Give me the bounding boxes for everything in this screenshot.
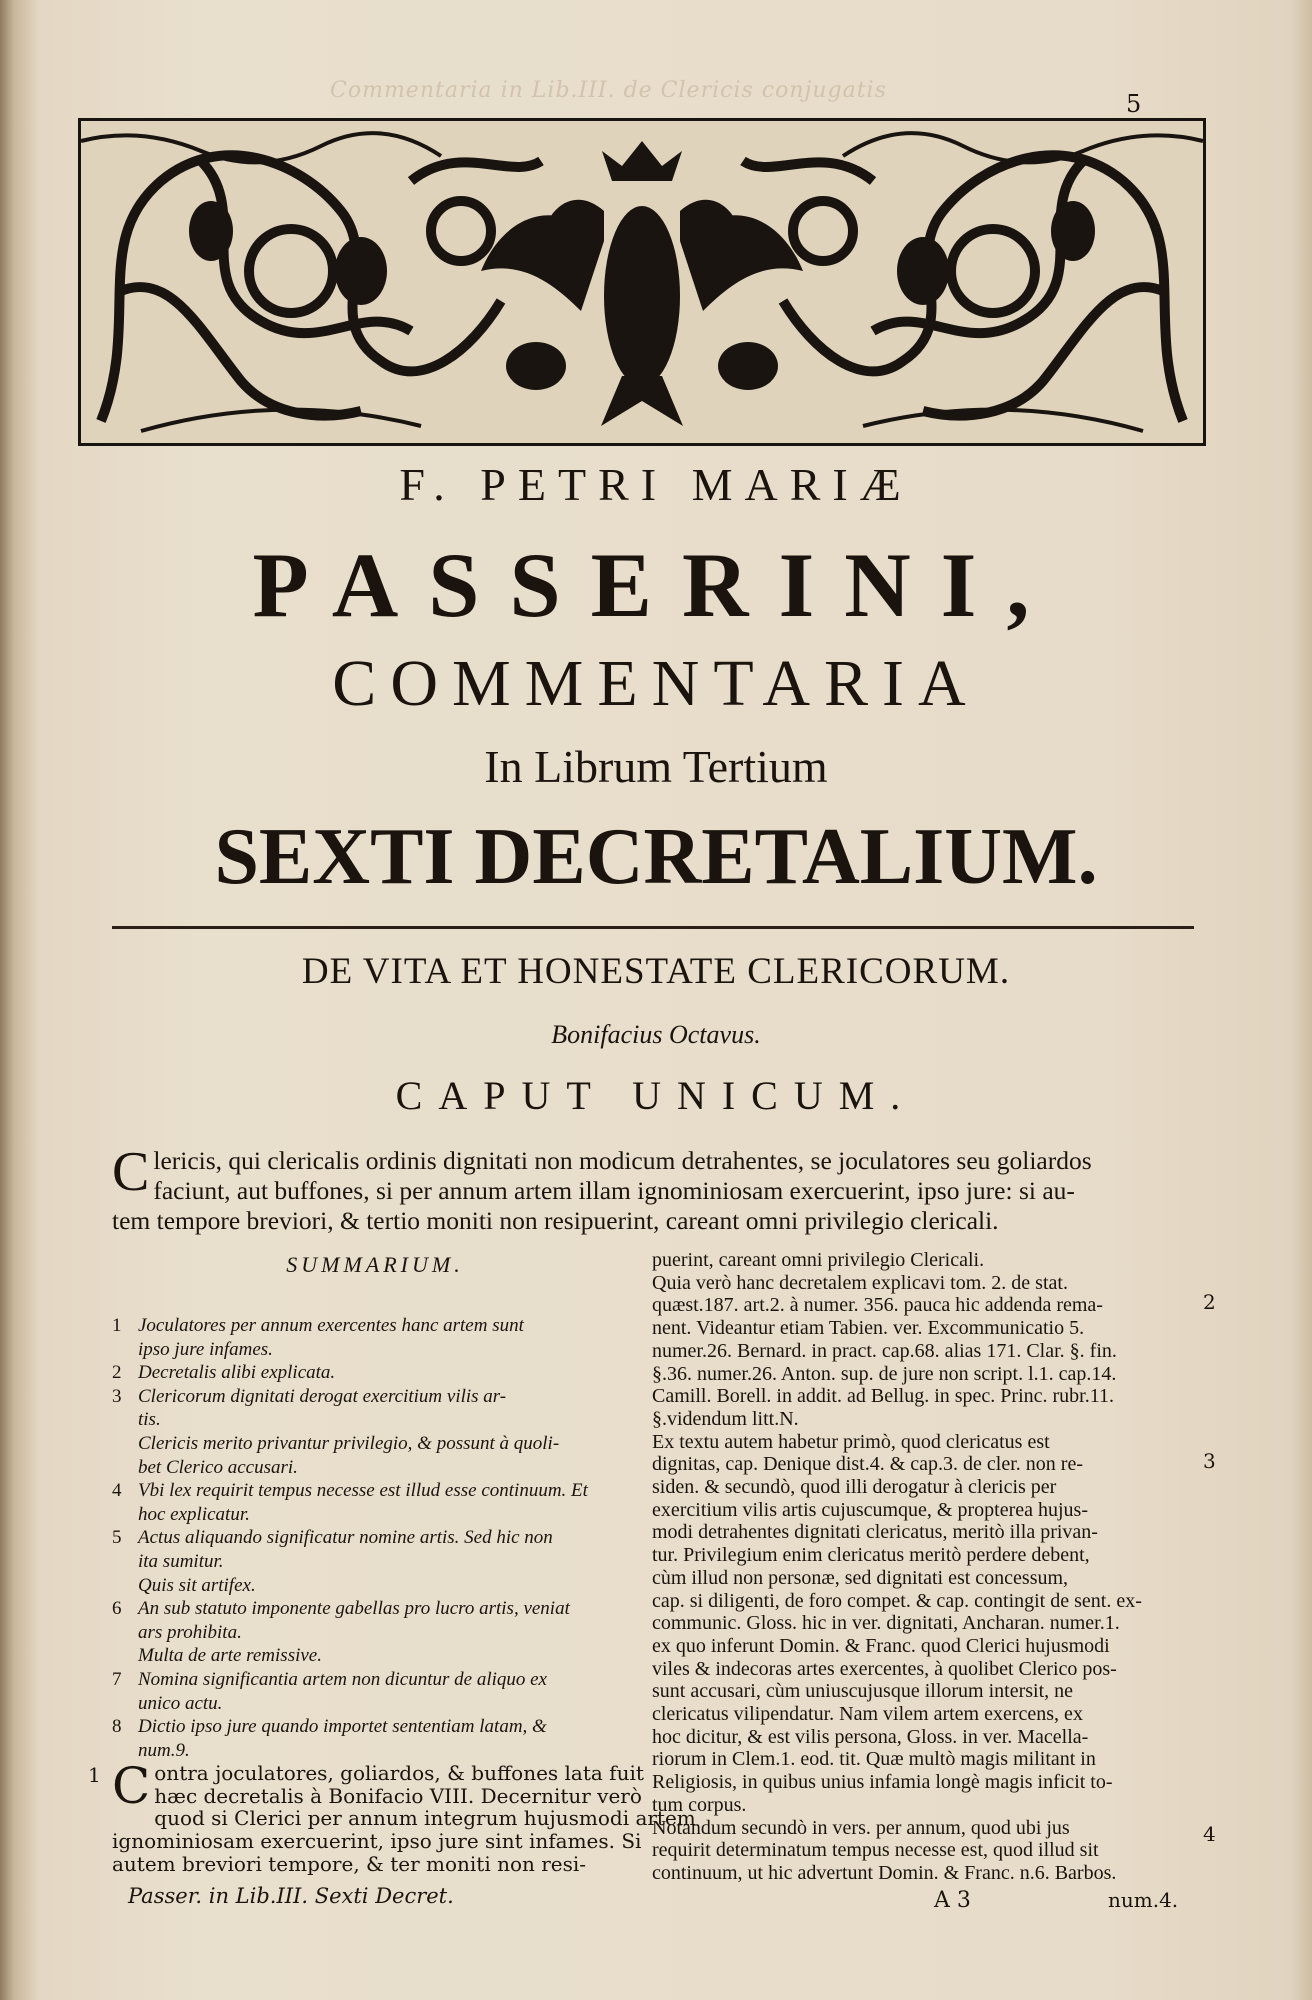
- margin-number: 4: [1203, 1822, 1216, 1846]
- title-line-in-librum: In Librum Tertium: [484, 741, 828, 792]
- commentary-line: viles & indecoras artes exercentes, à quolibet Clerico pos-: [652, 1657, 1117, 1680]
- commentary-line: ontra joculatores, goliardos, & buffones lata fuit: [154, 1761, 644, 1785]
- ornamental-woodcut-headpiece: [78, 118, 1206, 446]
- summarium-text: An sub statuto imponente gabellas pro lucro artis, veniat: [138, 1598, 570, 1620]
- summarium-text: ipso jure infames.: [138, 1338, 273, 1360]
- double-headed-eagle-ornament: [81, 121, 1203, 443]
- title-line-commentaria: COMMENTARIA: [332, 647, 980, 720]
- decretal-line: lericis, qui clericalis ordinis dignitati non modicum detrahentes, se joculatores seu goliardos: [153, 1146, 1092, 1175]
- title-line-sexti-decretalium: SEXTI DECRETALIUM.: [214, 813, 1098, 901]
- commentary-line: clericatus vilipendatur. Nam vilem artem exercens, ex: [652, 1703, 1083, 1726]
- summarium-item: [112, 1385, 638, 1432]
- summarium-text: unico actu.: [138, 1692, 223, 1714]
- signature-mark: A 3: [934, 1888, 971, 1913]
- section-title: DE VITA ET HONESTATE CLERICORUM.: [301, 951, 1011, 992]
- bleed-through-running-head: Commentaria in Lib.III. de Clericis conjugatis: [330, 78, 887, 103]
- summarium-number: 1: [112, 1315, 122, 1336]
- commentary-line: puerint, careant omni privilegio Clericali.: [652, 1249, 985, 1271]
- summarium-item: [112, 1361, 638, 1385]
- commentary-line: continuum, ut hic advertunt Domin. & Franc. n.6. Barbos.: [652, 1861, 1117, 1884]
- summarium-item: [112, 1597, 638, 1644]
- summarium-text: Clericis merito privantur privilegio, & possunt à quoli-: [138, 1432, 560, 1454]
- commentary-line: exercitium vilis artis cujuscumque, & propterea hujus-: [652, 1498, 1088, 1521]
- summarium-text: Vbi lex requirit tempus necesse est illud esse continuum. Et: [138, 1480, 588, 1502]
- commentary-line: modi detrahentes dignitati clericatus, meritò illa privan-: [652, 1521, 1098, 1544]
- commentary-line: quod si Clerici per annum integrum hujusmodi artem: [154, 1806, 696, 1831]
- commentary-line: Quia verò hanc decretalem explicavi tom. 2. de stat.: [652, 1271, 1068, 1294]
- summarium-text: Actus aliquando significatur nomine artis. Sed hic non: [138, 1527, 553, 1549]
- summarium-number: 3: [112, 1385, 122, 1407]
- title-line-author: F. PETRI MARIÆ: [399, 459, 913, 510]
- summarium-number: 4: [112, 1480, 122, 1502]
- summarium-text: bet Clerico accusari.: [138, 1456, 298, 1478]
- summarium-number: 7: [112, 1668, 122, 1690]
- summarium-number: 6: [112, 1598, 122, 1620]
- right-column: [652, 1249, 1196, 1885]
- commentary-left: [112, 1757, 696, 1876]
- commentary-line: cùm illud non personæ, sed dignitati est concessum,: [652, 1566, 1069, 1589]
- summarium-text: Joculatores per annum exercentes hanc artem sunt: [138, 1315, 524, 1336]
- commentary-line: ex quo inferunt Domin. & Franc. quod Clerici hujusmodi: [652, 1634, 1110, 1657]
- summarium-text: Decretalis alibi explicata.: [138, 1362, 336, 1384]
- commentary-line: Notandum secundò in vers. per annum, quod ubi jus: [652, 1816, 1070, 1839]
- commentary-right: [652, 1249, 1196, 1885]
- catchword: num.4.: [1108, 1888, 1179, 1912]
- title-line-surname: PASSERINI,: [252, 534, 1060, 636]
- drop-cap: C: [112, 1141, 150, 1203]
- commentary-line: tur. Privilegium enim clericatus meritò perdere debent,: [652, 1544, 1090, 1567]
- caput-heading: CAPUT UNICUM.: [395, 1073, 917, 1118]
- summarium-text: hoc explicatur.: [138, 1503, 250, 1525]
- summarium-text: ars prohibita.: [138, 1621, 242, 1643]
- decretal-text: [112, 1141, 1194, 1236]
- summarium-number: 5: [112, 1527, 122, 1549]
- commentary-line: §.36. numer.26. Anton. sup. de jure non script. l.1. cap.14.: [652, 1362, 1117, 1385]
- summarium-text: Nomina significantia artem non dicuntur de aliquo ex: [138, 1668, 547, 1690]
- summarium-item: [112, 1479, 638, 1526]
- decretal-line: faciunt, aut buffones, si per annum artem illam ignominiosam exercuerint, ipso jure: si au-: [153, 1176, 1075, 1205]
- summarium-title: SUMMARIUM.: [286, 1252, 464, 1277]
- commentary-line: sunt accusari, cùm uniuscujusque illorum intersit, ne: [652, 1680, 1074, 1703]
- drop-cap: C: [112, 1757, 151, 1815]
- title-rule: [112, 926, 1194, 929]
- summarium-item: [112, 1644, 638, 1668]
- commentary-line: hæc decretalis à Bonifacio VIII. Decernitur verò: [154, 1783, 642, 1808]
- left-column: [112, 1248, 638, 1762]
- author-line: Bonifacius Octavus.: [551, 1020, 761, 1049]
- commentary-line: dignitas, cap. Denique dist.4. & cap.3. de cler. non re-: [652, 1453, 1083, 1476]
- summarium-text: Multa de arte remissive.: [138, 1645, 322, 1667]
- commentary-line: cap. si diligenti, de foro compet. & cap. contingit de sent. ex-: [652, 1589, 1142, 1612]
- summarium-number: 2: [112, 1362, 122, 1384]
- commentary-line: §.videndum litt.N.: [652, 1407, 799, 1430]
- summarium-item: [112, 1668, 638, 1715]
- summarium-text: num.9.: [138, 1739, 190, 1761]
- summarium-item: [112, 1715, 638, 1762]
- commentary-line: ignominiosam exercuerint, ipso jure sint infames. Si: [112, 1829, 642, 1854]
- commentary-line: autem breviori tempore, & ter moniti non resi-: [112, 1851, 587, 1876]
- commentary-line: numer.26. Bernard. in pract. cap.68. alias 171. Clar. §. fin.: [652, 1339, 1117, 1362]
- commentary-line: riorum in Clem.1. eod. tit. Quæ multò magis militant in: [652, 1748, 1096, 1771]
- summarium-text: Dictio ipso jure quando importet sententiam latam, &: [138, 1716, 547, 1738]
- summarium-text: Quis sit artifex.: [138, 1574, 256, 1596]
- commentary-line: tum corpus.: [652, 1793, 747, 1816]
- margin-number: 1: [88, 1763, 101, 1787]
- page-number: 5: [1126, 90, 1142, 118]
- running-footer: Passer. in Lib.III. Sexti Decret.: [128, 1884, 454, 1908]
- commentary-line: Camill. Borell. in addit. ad Bellug. in spec. Princ. rubr.11.: [652, 1385, 1114, 1408]
- commentary-line: Ex textu autem habetur primò, quod clericatus est: [652, 1430, 1050, 1453]
- commentary-line: hoc dicitur, & est vilis persona, Gloss. in ver. Macella-: [652, 1725, 1089, 1748]
- summarium-text: Clericorum dignitati derogat exercitium vilis ar-: [138, 1385, 507, 1407]
- commentary-line: Religiosis, in quibus unius infamia longè magis inficit to-: [652, 1771, 1113, 1794]
- commentary-line: siden. & secundò, quod illi derogatur à clericis per: [652, 1476, 1057, 1499]
- summarium-item: [112, 1574, 638, 1598]
- commentary-line: communic. Gloss. hic in ver. dignitati, Ancharan. numer.1.: [652, 1612, 1120, 1635]
- commentary-line: quæst.187. art.2. à numer. 356. pauca hic addenda rema-: [652, 1294, 1103, 1317]
- summarium-text: ita sumitur.: [138, 1550, 224, 1572]
- summarium-list: [112, 1314, 638, 1762]
- summarium-number: 8: [112, 1716, 122, 1738]
- summarium-text: tis.: [138, 1409, 161, 1431]
- summarium-item: [112, 1432, 638, 1479]
- decretal-line: tem tempore breviori, & tertio moniti non resipuerint, careant omni privilegio clericali.: [112, 1206, 999, 1235]
- commentary-line: requirit determinatum tempus necesse est, quod illud sit: [652, 1839, 1099, 1862]
- margin-number: 3: [1203, 1449, 1216, 1473]
- summarium-item: [112, 1314, 638, 1361]
- margin-number: 2: [1203, 1290, 1216, 1314]
- commentary-line: nent. Videantur etiam Tabien. ver. Excommunicatio 5.: [652, 1317, 1085, 1340]
- summarium-item: [112, 1526, 638, 1573]
